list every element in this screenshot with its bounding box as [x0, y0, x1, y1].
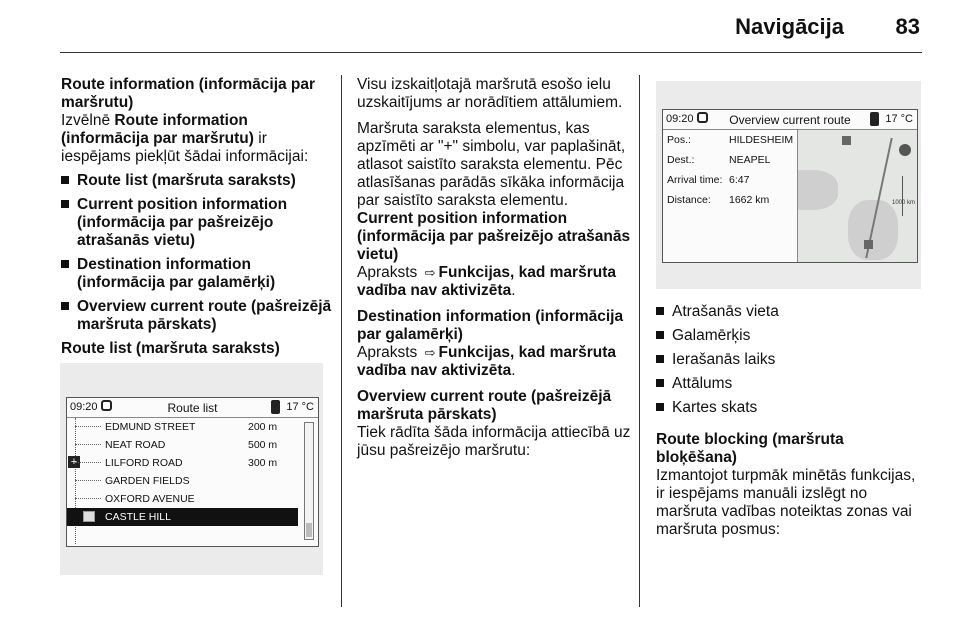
destination-flag-icon — [83, 511, 95, 522]
route-info-list — [61, 172, 333, 334]
bullet-icon — [656, 355, 664, 363]
temperature: 17 °C — [885, 113, 913, 125]
tree-branch — [75, 462, 101, 463]
section-heading-overview: Overview current route (pašreizējā maršruta pārskats) — [357, 388, 612, 423]
table-row[interactable] — [67, 472, 298, 490]
table-row[interactable] — [67, 418, 298, 436]
route-map-view[interactable] — [798, 130, 917, 262]
street-name: NEAT ROAD — [105, 439, 166, 451]
list-item — [656, 351, 928, 369]
street-distance: 200 m — [248, 421, 278, 433]
list-item — [656, 327, 928, 345]
page-number: 83 — [895, 14, 920, 39]
list-item — [61, 196, 333, 250]
section-heading-destination: Destination information (informācija par galamērķi) — [357, 308, 624, 343]
route-list — [67, 418, 298, 526]
map-land — [798, 170, 838, 210]
bullet-icon — [656, 379, 664, 387]
info-key: Arrival time: — [667, 174, 723, 186]
info-row — [663, 190, 797, 210]
ref-text-end: . — [511, 282, 516, 299]
bullet-icon — [656, 331, 664, 339]
tree-branch — [75, 426, 101, 427]
street-distance: 500 m — [248, 439, 278, 451]
compass-icon — [899, 144, 911, 156]
cross-reference-arrow-icon: ⇨ — [424, 265, 436, 280]
column-3 — [656, 303, 928, 539]
bullet-icon — [61, 260, 69, 268]
temperature: 17 °C — [286, 401, 314, 413]
street-name: LILFORD ROAD — [105, 457, 183, 469]
route-info-panel — [663, 130, 798, 262]
clock-time: 09:20 — [666, 113, 694, 125]
ref-link[interactable]: Funkcijas, kad maršruta vadība nav aktivizēta — [357, 344, 616, 379]
page-title: Navigācija — [735, 14, 844, 39]
street-name: OXFORD AVENUE — [105, 493, 195, 505]
destination-ref — [357, 344, 631, 380]
screen-title: Route list — [167, 401, 218, 415]
overview-display — [662, 109, 918, 263]
screen-title: Overview current route — [729, 113, 851, 127]
ref-text-end: . — [511, 362, 516, 379]
section-heading-route-blocking: Route blocking (maršruta bloķēšana) — [656, 431, 844, 466]
route-list-screenshot — [60, 363, 323, 575]
info-value: NEAPEL — [729, 154, 771, 166]
street-name: GARDEN FIELDS — [105, 475, 190, 487]
column-divider-1 — [341, 75, 342, 607]
tree-branch — [75, 498, 101, 499]
info-key: Distance: — [667, 194, 711, 206]
intro-text: Izvēlnē — [61, 112, 115, 129]
status-bar — [67, 398, 318, 418]
map-scale-bar — [902, 176, 903, 216]
expand-description: Maršruta saraksta elementus, kas apzīmēti ar "+" simbolu, var paplašināt, atlasot saistīto saraksta elementu. Pēc atlasīšanas parādās sīkāka informācija par saistīto saraksta elementu. — [357, 120, 626, 209]
section-heading-current-position: Current position information (informācija par pašreizējo atrašanās vietu) — [357, 210, 631, 263]
map-scale-label: 1000 km — [891, 200, 915, 206]
route-list-display — [66, 397, 319, 547]
info-key: Pos.: — [667, 134, 691, 146]
bullet-icon — [61, 200, 69, 208]
tree-branch — [75, 444, 101, 445]
table-row[interactable] — [67, 454, 298, 472]
bullet-icon — [61, 176, 69, 184]
table-row[interactable] — [67, 490, 298, 508]
overview-description: Tiek rādīta šāda informācija attiecībā uz jūsu pašreizējo maršrutu: — [357, 424, 631, 459]
info-row — [663, 150, 797, 170]
bullet-icon — [656, 403, 664, 411]
list-item-label: Route list (maršruta saraksts) — [77, 172, 296, 189]
thermometer-icon — [870, 112, 879, 126]
street-distance: 300 m — [248, 457, 278, 469]
info-value: 6:47 — [729, 174, 750, 186]
table-row-selected[interactable] — [67, 508, 298, 526]
overview-screenshot — [656, 81, 921, 289]
list-item — [61, 172, 333, 190]
list-item — [656, 375, 928, 393]
column-2 — [357, 76, 631, 460]
list-item — [656, 303, 928, 321]
bullet-icon — [656, 307, 664, 315]
column-divider-2 — [639, 75, 640, 607]
list-item-label: Overview current route (pašreizējā maršruta pārskats) — [77, 298, 332, 333]
status-bar — [663, 110, 917, 130]
street-name: EDMUND STREET — [105, 421, 196, 433]
scrollbar[interactable] — [304, 422, 314, 540]
info-row — [663, 170, 797, 190]
section-heading-route-info: Route information (informācija par maršrutu) — [61, 76, 316, 111]
list-item-label: Current position information (informācija par pašreizējo atrašanās vietu) — [77, 196, 288, 249]
scrollbar-thumb[interactable] — [306, 523, 312, 537]
info-row — [663, 130, 797, 150]
cross-reference-arrow-icon: ⇨ — [424, 345, 436, 360]
route-blocking-description: Izmantojot turpmāk minētās funkcijas, ir iespējams manuāli izslēgt no maršruta vadības noteiktas zonas vai maršruta posmus: — [656, 467, 916, 538]
section-heading-route-list: Route list (maršruta saraksts) — [61, 340, 280, 357]
clock-time: 09:20 — [70, 401, 98, 413]
info-key: Dest.: — [667, 154, 695, 166]
list-item-label: Atrašanās vieta — [672, 303, 779, 320]
destination-flag-icon — [864, 240, 873, 249]
bullet-icon — [61, 302, 69, 310]
column-1 — [61, 76, 333, 358]
header-rule — [60, 52, 922, 53]
list-item-label: Attālums — [672, 375, 733, 392]
thermometer-icon — [271, 400, 280, 414]
ref-text: Apraksts — [357, 344, 422, 361]
list-item — [656, 399, 928, 417]
street-name: CASTLE HILL — [105, 511, 171, 523]
intro-menu-name: Route information (informācija par maršrutu) — [61, 112, 254, 147]
list-item-label: Ierašanās laiks — [672, 351, 776, 368]
overview-info-list — [656, 303, 928, 417]
ref-text: Apraksts — [357, 264, 422, 281]
list-item-label: Destination information (informācija par galamērķi) — [77, 256, 276, 291]
list-item — [61, 298, 333, 334]
expand-plus-icon[interactable]: + — [68, 456, 80, 468]
current-position-ref — [357, 264, 631, 300]
tree-branch — [75, 480, 101, 481]
intro-text-end: ir iespējams piekļūt šādai informācijai: — [61, 130, 309, 165]
info-value: HILDESHEIM — [729, 134, 794, 146]
table-row[interactable] — [67, 436, 298, 454]
list-item-label: Kartes skats — [672, 399, 758, 416]
intro-paragraph — [61, 112, 333, 166]
start-flag-icon — [842, 136, 851, 145]
info-value: 1662 km — [729, 194, 770, 206]
route-list-description: Visu izskaitļotajā maršrutā esošo ielu uzskaitījums ar norādītiem attālumiem. — [357, 76, 623, 111]
list-item-label: Galamērķis — [672, 327, 751, 344]
list-item — [61, 256, 333, 292]
ref-link[interactable]: Funkcijas, kad maršruta vadība nav aktivizēta — [357, 264, 616, 299]
